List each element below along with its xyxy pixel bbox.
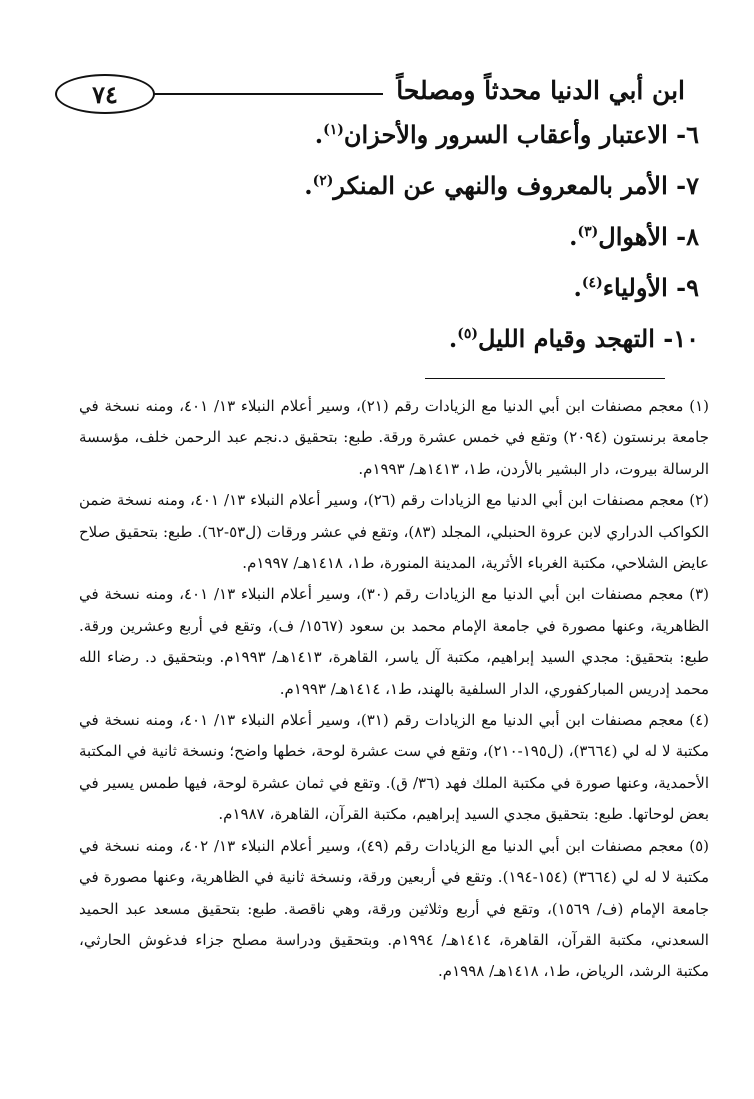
work-title: ٦- الاعتبار وأعقاب السرور والأحزان xyxy=(343,120,699,149)
footnote-2: (٢) معجم مصنفات ابن أبي الدنيا مع الزيادات رقم (٢٦)، وسير أعلام النبلاء ١٣/ ٤٠١، ومنه نسخة ضمن الكواكب الدراري لابن عروة الحنبلي، المجلد (٨٣)، وتقع في عشر ورقات (ل٥٣-٦٢). طبع: بتحقيق صلاح عايض الشلاحي، مكتبة الغرباء الأثرية، المدينة المنورة، ط١، ١٤١٨هـ/ ١٩٩٧م. xyxy=(79,491,710,573)
work-item xyxy=(69,222,699,273)
work-end: . xyxy=(314,120,324,149)
footnote-ref[interactable]: (٤) xyxy=(581,275,603,291)
footnote-1: (١) معجم مصنفات ابن أبي الدنيا مع الزيادات رقم (٢١)، وسير أعلام النبلاء ١٣/ ٤٠١، ومنه نسخة في جامعة برنستون (٢٠٩٤) وتقع في خمس عشرة ورقة. طبع: بتحقيق د.نجم عبد الرحمن خلف، مؤسسة الرسالة بيروت، دار البشير بالأردن، ط١، ١٤١٣هـ/ ١٩٩٣م. xyxy=(79,397,709,478)
footnotes xyxy=(79,391,709,988)
works-list xyxy=(69,120,699,375)
running-header xyxy=(55,64,685,120)
footnote-ref[interactable]: (٣) xyxy=(577,224,599,240)
footnote-ref[interactable]: (٥) xyxy=(457,326,478,342)
work-title: ٩- الأولياء xyxy=(602,273,699,302)
footnote-3: (٣) معجم مصنفات ابن أبي الدنيا مع الزيادات رقم (٣٠)، وسير أعلام النبلاء ١٣/ ٤٠١، ومنه نسخة في الظاهرية، وعنها مصورة في جامعة الإمام محمد بن سعود (١٥٦٧/ ف)، وتقع في أربع وعشرين ورقة. طبع: بتحقيق: مجدي السيد إبراهيم، مكتبة آل ياسر، القاهرة، ١٤١٣هـ/ ١٩٩٣م. وبتحقيق د. رضاء الله محمد إدريس المباركفوري، الدار السلفية بالهند، ط١، ١٤١٤هـ/ ١٩٩٣م. xyxy=(79,585,709,698)
work-item xyxy=(69,324,699,375)
footnote-5: (٥) معجم مصنفات ابن أبي الدنيا مع الزيادات رقم (٤٩)، وسير أعلام النبلاء ١٣/ ٤٠٢، ومنه نسخة في مكتبة لا له لي (٣٦٦٤) (١٥٤-١٩٤). وتقع في أربعين ورقة، ونسخة ثانية في الظاهرية، وعنها مصورة في جامعة الإمام (ف/ ١٥٦٩)، وتقع في أربع وثلاثين ورقة، وهي ناقصة. طبع: بتحقيق مسعد عبد الحميد السعدني، مكتبة القرآن، القاهرة، ١٤١٤هـ/ ١٩٩٤م. وبتحقيق ودراسة مصلح جزاء فدغوش الحارثي، مكتبة الرشد، الرياض، ط١، ١٤١٨هـ/ ١٩٩٨م. xyxy=(79,836,709,981)
work-title: ١٠- التهجد وقيام الليل xyxy=(477,324,699,353)
header-rule xyxy=(153,93,383,95)
footnote-ref[interactable]: (١) xyxy=(323,122,344,138)
work-item xyxy=(69,273,699,324)
work-end: . xyxy=(569,222,578,251)
work-end: . xyxy=(448,324,458,353)
work-end: . xyxy=(304,171,313,200)
work-title: ٨- الأهوال xyxy=(598,222,699,251)
footnote-4: (٤) معجم مصنفات ابن أبي الدنيا مع الزيادات رقم (٣١)، وسير أعلام النبلاء ١٣/ ٤٠١، ومنه نسخة في مكتبة لا له لي (٣٦٦٤)، (ل١٩٥-٢١٠)، وتقع في ست عشرة لوحة، خطها واضح؛ ونسخة ثانية في المكتبة الأحمدية، وعنها صورة في مكتبة الملك فهد (٣٦/ ق). وتقع في ثمان عشرة لوحة، فيها طمس يسير في بعض لوحاتها. طبع: بتحقيق مجدي السيد إبراهيم، مكتبة القرآن، القاهرة، ١٩٨٧م. xyxy=(79,711,709,824)
footnote-separator xyxy=(425,378,665,379)
work-title: ٧- الأمر بالمعروف والنهي عن المنكر xyxy=(333,171,699,200)
work-item xyxy=(69,120,699,171)
work-end: . xyxy=(573,273,582,302)
page-number: ٧٤ xyxy=(55,74,155,114)
footnote-ref[interactable]: (٢) xyxy=(312,173,334,189)
work-item xyxy=(69,171,699,222)
running-title: ابن أبي الدنيا محدثاً ومصلحاً xyxy=(396,76,685,105)
